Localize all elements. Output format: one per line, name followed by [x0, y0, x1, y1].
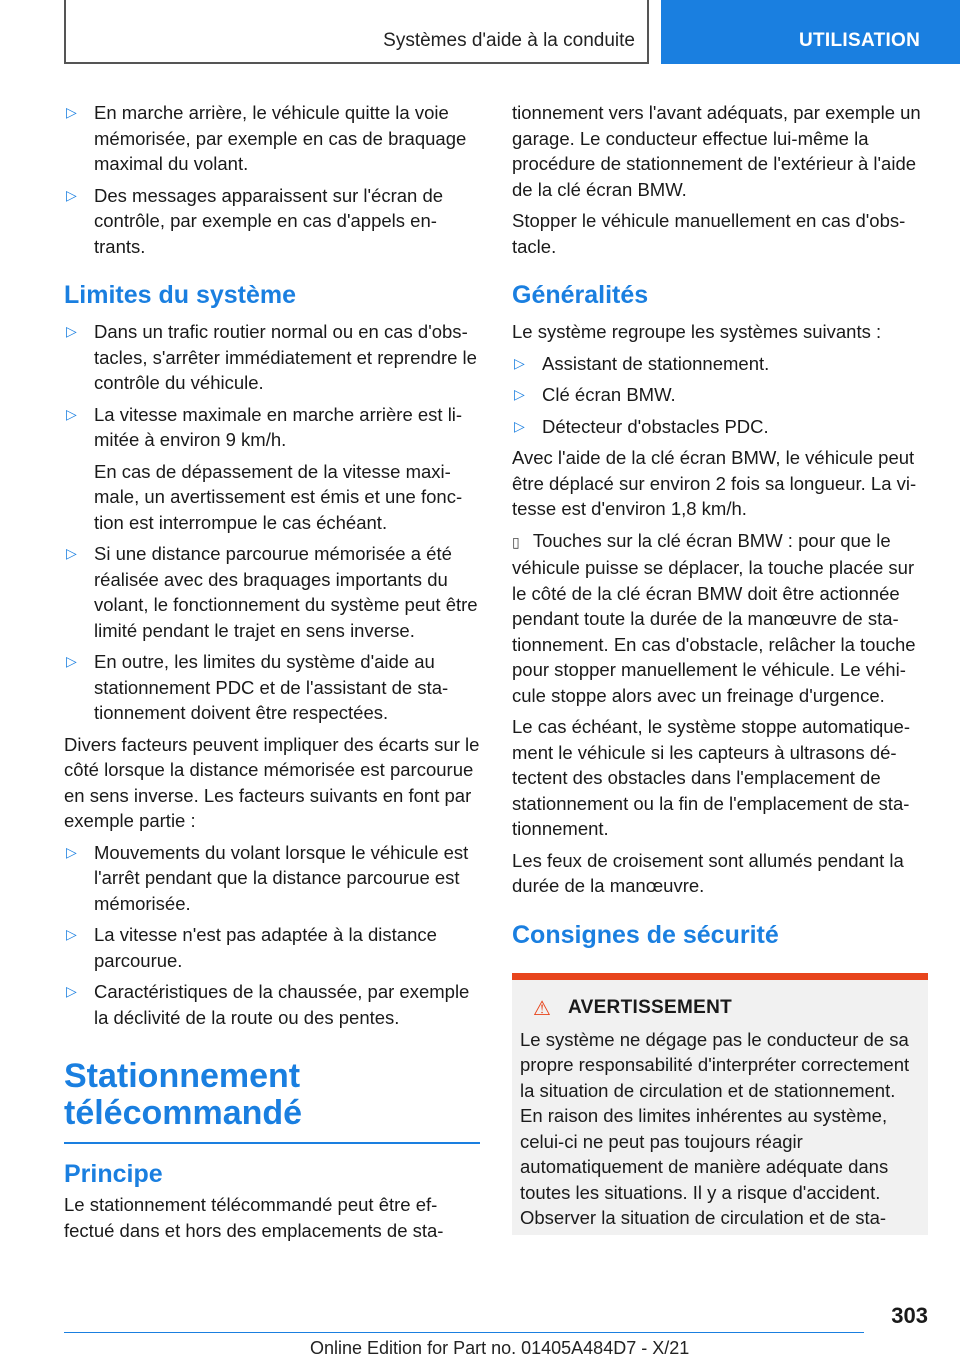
bullet-triangle-icon: ▷: [66, 653, 77, 669]
limits-heading: Limites du système: [64, 281, 297, 309]
bullet-triangle-icon: ▷: [66, 545, 77, 561]
warning-title: AVERTISSEMENT: [568, 997, 733, 1018]
auto-stop-paragraph: Le cas échéant, le système stoppe automatiquement le véhicule si les capteurs à ultrasons détectent des obstacles dans l'emplacement de stationnement ou la fin de l'emplacement de stationnement.: [512, 716, 910, 839]
bullet-triangle-icon: ▷: [66, 926, 77, 942]
safety-heading: Consignes de sécurité: [512, 920, 779, 949]
header-section-title: Systèmes d'aide à la conduite: [383, 30, 635, 51]
list-item-subtext: En cas de dépassement de la vitesse maximale, un avertissement est émis et une fonction est interrompue le cas échéant.: [94, 460, 463, 533]
list-item: ▷ Dans un trafic routier normal ou en cas d'obstacles, s'arrêter immédiatement et reprendre le contrôle du véhicule.: [66, 321, 477, 393]
list-item: ▷ Assistant de stationnement.: [512, 351, 928, 377]
list-item: ▷ En marche arrière, le véhicule quitte la voie mémorisée, par exemple en cas de braquage maximal du volant.: [66, 102, 467, 174]
general-intro: Le système regroupe les systèmes suivants :: [512, 321, 882, 342]
bullet-triangle-icon: ▷: [66, 186, 77, 203]
list-item: ▷ En outre, les limites du système d'aide au stationnement PDC et de l'assistant de stationnement doivent être respectées.: [66, 651, 449, 723]
header-chapter-tab[interactable]: [661, 0, 960, 64]
list-item: ▷ La vitesse maximale en marche arrière est limitée à environ 9 km/h. En cas de dépassement de la vitesse maximale, un avertissement est émis et une fonction est interrompue le cas échéant.: [64, 402, 480, 536]
principle-heading: Principe: [64, 1160, 163, 1188]
left-column: [64, 100, 480, 1249]
general-heading: Généralités: [512, 281, 649, 309]
list-item: ▷ La vitesse n'est pas adaptée à la distance parcourue.: [66, 924, 437, 971]
bullet-triangle-icon: ▷: [66, 104, 77, 120]
bullet-triangle-icon: ▷: [514, 354, 525, 371]
warning-header: [520, 996, 922, 1021]
bullet-triangle-icon: ▷: [66, 405, 77, 422]
warning-triangle-icon: ⚠: [533, 997, 551, 1020]
list-item: ▷ Mouvements du volant lorsque le véhicule est l'arrêt pendant que la distance parcourue est mémorisée.: [66, 841, 469, 914]
bullet-triangle-icon: ▷: [514, 386, 525, 402]
warning-box: [512, 973, 928, 1235]
principle-paragraph: Le stationnement télécommandé peut être effectué dans et hors des emplacements de sta-: [64, 1194, 444, 1241]
lights-paragraph: Les feux de croisement sont allumés pendant la durée de la manœuvre.: [512, 849, 904, 896]
list-item: ▷ Clé écran BMW.: [512, 382, 928, 408]
list-item: ▷ Des messages apparaissent sur l'écran de contrôle, par exemple en cas d'appels entrants.: [66, 184, 444, 257]
page-number: 303: [891, 1303, 928, 1328]
help-paragraph: Avec l'aide de la clé écran BMW, le véhicule peut être déplacé sur environ 2 fois sa longueur. La vitesse est d'environ 1,8 km/h.: [512, 447, 917, 519]
chapter-divider: [64, 1142, 480, 1144]
key-fob-icon: ▯: [512, 533, 520, 550]
bullet-triangle-icon: ▷: [66, 843, 77, 860]
bullet-triangle-icon: ▷: [514, 417, 525, 434]
list-item: ▷ Caractéristiques de la chaussée, par exemple la déclivité de la route ou des pentes.: [66, 981, 470, 1028]
bullet-triangle-icon: ▷: [66, 323, 77, 339]
list-item: ▷ Si une distance parcourue mémorisée a été réalisée avec des braquages importants du volant, le fonctionnement du système peut être limité pendant le trajet en sens inverse.: [66, 543, 478, 641]
list-item: ▷ Détecteur d'obstacles PDC.: [512, 414, 928, 440]
footer-rule: [64, 1332, 864, 1333]
chapter-title: Stationnement télécommandé: [64, 1057, 303, 1132]
continued-paragraph: tionnement vers l'avant adéquats, par exemple un garage. Le conducteur effectue lui-même la procédure de stationnement de l'extérieur à l'aide de la clé écran BMW.: [512, 102, 921, 200]
stop-paragraph: Stopper le véhicule manuellement en cas d'obstacle.: [512, 210, 906, 257]
warning-text: Le système ne dégage pas le conducteur de sa propre responsabilité d'interpréter correctement la situation de circulation et de stationnement. En raison des limites inhérentes au système, celui-ci ne peut pas toujours réagir automatiquement de manière adéquate dans toutes les situations. Il y a risque d'accident. Observer la situation de circulation et de sta-: [520, 1028, 910, 1228]
factors-paragraph: Divers facteurs peuvent impliquer des écarts sur le côté lorsque la distance mémorisée est parcourue en sens inverse. Les facteurs suivants en font par exemple partie :: [64, 733, 480, 831]
header-section-box: [64, 0, 649, 64]
right-column: [512, 100, 928, 1235]
keys-paragraph: ▯ Touches sur la clé écran BMW : pour que le véhicule puisse se déplacer, la touche placée sur le côté de la clé écran BMW doit être actionnée pendant toute la durée de la manœuvre de stationnement. En cas d'obstacle, relâcher la touche pour stopper manuellement le véhicule. Le véhicule stoppe alors avec un freinage d'urgence.: [512, 529, 916, 706]
footer-edition: Online Edition for Part no. 01405A484D7 - X/21: [310, 1338, 690, 1358]
header-tab-label: UTILISATION: [799, 30, 921, 51]
bullet-triangle-icon: ▷: [66, 983, 77, 999]
